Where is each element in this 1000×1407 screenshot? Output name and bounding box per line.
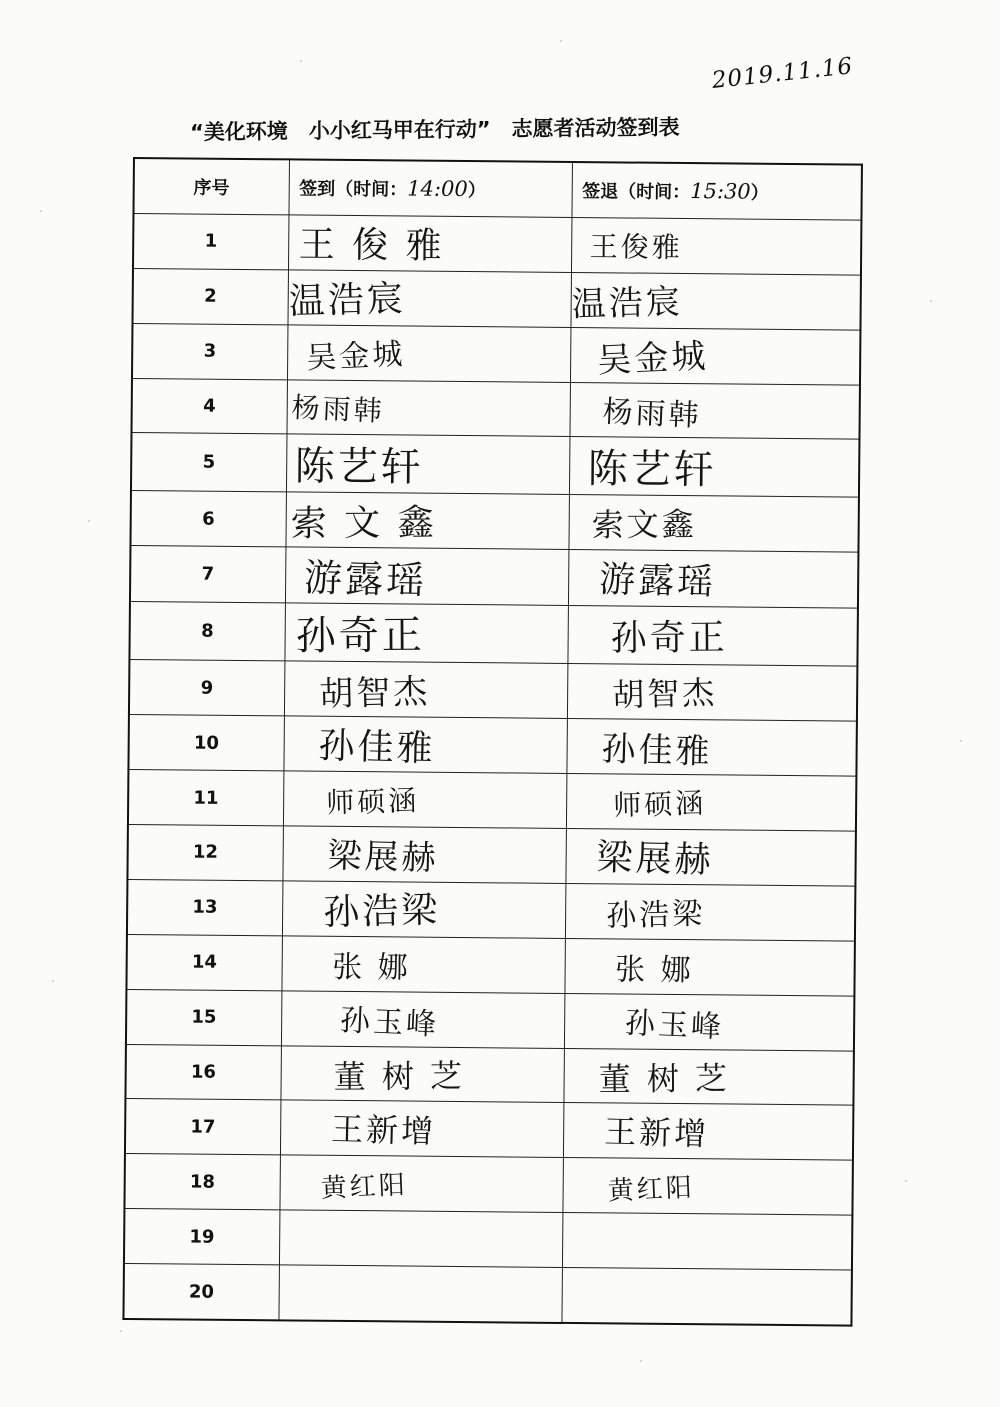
signout-signature-text: 王新增 [603,1112,710,1154]
row-number [132,268,287,324]
signin-signature-text: 孙奇正 [295,612,425,660]
signout-signature [563,1048,853,1106]
form-title: “美化环境 小小红马甲在行动” 志愿者活动签到表 [189,115,680,145]
signout-signature-text: 胡智杰 [611,673,718,715]
row-number [124,1209,279,1265]
table-row [124,1209,852,1270]
table-row [123,1264,851,1326]
signout-signature [564,938,854,996]
header-signin-label: 签到（时间： [299,178,408,201]
signout-signature-text: 孙浩梁 [605,896,706,934]
header-signout [571,162,861,220]
row-number-text: 7 [201,563,215,586]
signin-signature-text: 杨雨韩 [290,390,385,428]
signin-signature [281,936,564,993]
signout-signature-text: 吴金城 [596,336,709,382]
signin-signature-text: 张 娜 [331,949,411,986]
signin-signature [280,1100,563,1157]
signin-signature [284,661,567,718]
row-number [123,1264,278,1321]
row-number-text: 1 [204,230,218,253]
signout-time: 15:30 [690,178,751,204]
signin-time: 14:00 [407,176,468,201]
signout-signature [565,883,855,941]
signin-signature [286,434,570,495]
row-number [129,660,284,716]
signout-signature [567,606,858,667]
row-number [131,378,286,434]
signin-signature-text: 胡智杰 [318,671,431,715]
row-number [126,934,281,990]
signout-signature [562,1158,852,1216]
table-header-row [133,158,861,220]
signin-signature-text: 孙玉峰 [338,1002,440,1043]
row-number [125,1099,280,1155]
signout-signature-text: 黄红阳 [606,1172,695,1207]
signout-signature-text: 董 树 芝 [598,1058,730,1098]
header-signin [288,159,571,217]
row-number [130,546,286,603]
row-number-text: 17 [190,1116,216,1138]
signin-signature [279,1155,562,1212]
table-row [132,323,860,384]
signout-signature [569,437,860,498]
row-number-text: 4 [203,395,216,417]
table-row [129,660,857,721]
signout-signature [569,382,859,440]
signin-signature [287,270,570,327]
signin-signature [285,547,568,606]
header-signout-close: ） [750,182,769,204]
signin-signature-text: 董 树 芝 [333,1056,465,1096]
signout-signature [566,774,856,832]
signin-signature [281,991,564,1048]
table-row [128,770,856,831]
row-number [126,989,281,1045]
signin-signature [286,379,569,436]
signin-signature [287,325,570,382]
signout-signature [563,1103,853,1161]
row-number [132,323,287,379]
row-number-text: 16 [190,1061,217,1083]
row-number-text: 14 [191,951,218,974]
table-row [124,1154,852,1215]
signin-signature [285,492,568,549]
row-number-text: 19 [189,1226,215,1248]
row-number [133,213,288,269]
signout-signature [566,719,856,777]
signout-signature [568,495,858,553]
row-number [131,433,287,492]
signout-signature [561,1268,851,1326]
signin-signature [283,716,566,773]
signout-signature-text: 杨雨韩 [601,394,702,434]
signin-signature-text: 王新增 [330,1110,437,1152]
signin-signature-text: 孙佳雅 [317,725,436,770]
row-number-text: 6 [202,508,215,530]
table-row [125,1044,853,1105]
row-number-text: 13 [192,896,218,919]
signout-signature-text: 孙佳雅 [600,728,713,772]
signout-signature [565,828,855,886]
signin-signature [283,771,566,828]
table-row [132,268,860,329]
table-row [126,934,854,995]
table-row [125,1099,853,1160]
signout-signature-text: 索文鑫 [591,505,697,545]
signin-signature-text: 游露瑶 [303,555,428,604]
row-number-text: 8 [201,620,214,643]
header-no: 序号 [133,158,288,215]
signout-signature-text: 张 娜 [614,952,694,988]
signout-signature [570,327,860,385]
signout-signature [564,993,854,1051]
row-number [128,715,283,771]
row-number [127,879,282,935]
signout-signature [567,664,857,722]
row-number-text: 10 [193,732,220,754]
row-number-text: 12 [192,842,219,864]
table-row [126,989,854,1050]
signout-signature [571,217,861,275]
signin-signature-text: 索 文 鑫 [290,502,437,545]
signin-signature [284,603,568,664]
signout-signature-text: 王俊雅 [589,230,683,265]
signin-signature-text: 梁展赫 [326,836,439,880]
row-number-text: 3 [203,340,217,362]
signin-signature-text: 吴金城 [305,336,406,376]
row-number [130,491,285,547]
table-row [127,879,855,940]
signout-signature-text: 孙奇正 [610,617,728,660]
table-row [131,433,859,498]
signout-signature-text: 温浩宸 [570,282,683,326]
row-number-text: 2 [204,285,217,307]
signout-signature-text: 陈艺轩 [587,446,717,494]
signout-signature-text: 孙玉峰 [623,1005,725,1045]
row-number-text: 9 [200,677,214,699]
signin-signature-text: 黄红阳 [319,1170,408,1204]
table-row [130,491,858,552]
signin-signature [288,215,571,272]
table-row [128,715,856,776]
signin-signature-text: 温浩宸 [287,278,406,323]
header-signin-close: ） [467,179,486,202]
handwritten-date: 2019.11.16 [710,53,855,94]
signout-signature-text: 梁展赫 [595,837,714,882]
row-number [125,1044,280,1100]
signin-signature-text: 孙浩梁 [322,890,441,935]
row-number [124,1154,279,1210]
signin-signature-text: 陈艺轩 [294,443,424,492]
signin-signature [280,1045,563,1102]
row-number [128,770,283,826]
row-number-text: 20 [188,1281,215,1303]
row-number [127,824,282,880]
row-number-text: 11 [193,787,219,809]
signin-signature [282,826,565,883]
signin-signature [279,1210,562,1267]
table-row [129,602,857,667]
signin-signature-text: 师硕涵 [325,783,420,819]
signout-signature-text: 师硕涵 [612,786,707,822]
table-row [131,378,859,439]
signin-table [122,157,863,1327]
signin-sheet [123,157,861,1303]
row-number [129,602,285,661]
signin-signature-text: 王 俊 雅 [298,224,445,268]
signout-signature [562,1213,852,1271]
signout-signature-text: 游露瑶 [598,559,717,604]
row-number-text: 5 [202,452,216,474]
table-row [130,546,858,609]
row-number-text: 18 [189,1171,216,1193]
row-number-text: 15 [191,1006,217,1028]
signout-signature [568,550,858,609]
signin-signature [282,881,565,938]
table-row [127,824,855,885]
signout-signature [570,272,860,330]
table-row [133,213,861,274]
header-signout-label: 签退（时间： [582,181,691,203]
signin-signature [278,1265,561,1323]
